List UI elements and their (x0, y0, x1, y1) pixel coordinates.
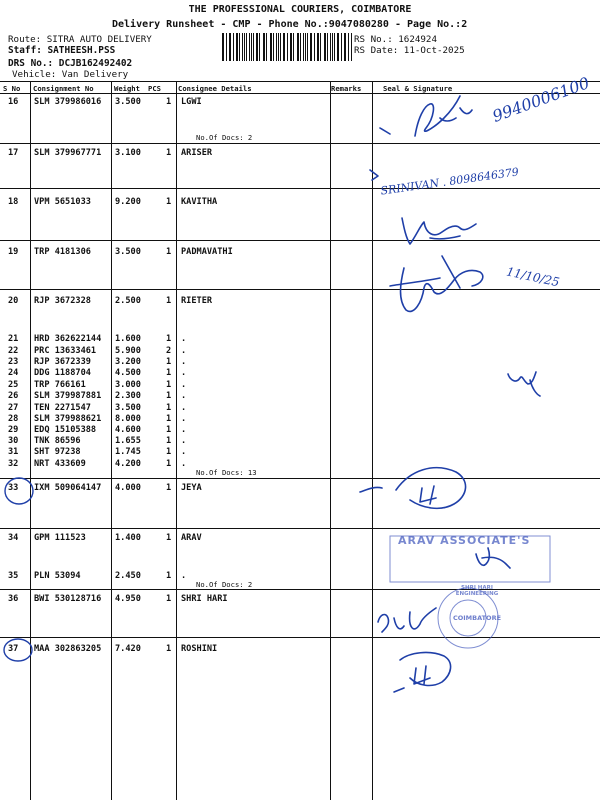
signature-row-36 (378, 608, 436, 632)
row-sno: 34 (8, 533, 19, 543)
row-consignee: . (181, 357, 187, 367)
stamp-arav-text: ARAV ASSOCIATE'S (398, 534, 531, 547)
col-divider-consignment (111, 82, 112, 800)
row-pcs: 2 (166, 346, 172, 356)
row-consignee: SHRI HARI (181, 594, 228, 604)
row-weight: 1.745 (115, 447, 141, 457)
barcode-bar (246, 33, 247, 61)
row-consignment-no: IXM 509064147 (34, 483, 102, 493)
signature-row-37 (394, 653, 451, 692)
row-sno: 23 (8, 357, 19, 367)
row-consignment-no: DDG 1188704 (34, 368, 91, 378)
row-consignment-no: MAA 302863205 (34, 644, 102, 654)
handwritten-phone-row-16: 9940006100 (489, 73, 592, 126)
row-consignment-no: BWI 530128716 (34, 594, 102, 604)
col-header-sno: S No (3, 84, 21, 93)
row-consignee: . (181, 447, 187, 457)
row-consignee: . (181, 334, 187, 344)
row-weight: 4.500 (115, 368, 141, 378)
row-sno: 22 (8, 346, 19, 356)
row-weight: 7.420 (115, 644, 141, 654)
row-consignee: . (181, 414, 187, 424)
page-subtitle: Delivery Runsheet - CMP - Phone No.:9047080280 - Page No.:2 (112, 19, 468, 30)
row-pcs: 1 (166, 483, 172, 493)
row-weight: 4.000 (115, 483, 141, 493)
row-weight: 1.600 (115, 334, 141, 344)
row-weight: 3.500 (115, 97, 141, 107)
row-sno: 20 (8, 296, 19, 306)
row-weight: 1.655 (115, 436, 141, 446)
col-divider-sno (30, 82, 31, 800)
signature-row-16 (380, 96, 472, 136)
signature-row-19 (390, 256, 483, 311)
doc-count-note: No.Of Docs: 13 (196, 468, 257, 477)
row-sno: 27 (8, 403, 19, 413)
row-sno: 29 (8, 425, 19, 435)
row-pcs: 1 (166, 594, 172, 604)
row-consignee: . (181, 403, 187, 413)
row-weight: 3.000 (115, 380, 141, 390)
col-header-consignee: Consignee Details (178, 84, 252, 93)
row-weight: 8.000 (115, 414, 141, 424)
row-consignee: LGWI (181, 97, 202, 107)
row-sno: 31 (8, 447, 19, 457)
row-pcs: 1 (166, 391, 172, 401)
row-consignee: RIETER (181, 296, 213, 306)
row-consignee: ARISER (181, 148, 213, 158)
row-sno: 26 (8, 391, 19, 401)
row-sno: 32 (8, 459, 19, 469)
row-consignee: PADMAVATHI (181, 247, 233, 257)
row-sno: 21 (8, 334, 19, 344)
row-pcs: 1 (166, 148, 172, 158)
row-pcs: 1 (166, 403, 172, 413)
row-consignment-no: SLM 379986016 (34, 97, 102, 107)
col-header-remarks: Remarks (331, 84, 362, 93)
row-weight: 2.450 (115, 571, 141, 581)
staff-label: Staff: SATHEESH.PSS (8, 45, 116, 56)
stamp-shri-hari-center: COIMBATORE (452, 614, 502, 622)
row-consignee: . (181, 571, 187, 581)
col-header-consignment: Consignment No (33, 84, 94, 93)
signature-row-33 (360, 468, 466, 509)
row-consignment-no: HRD 362622144 (34, 334, 102, 344)
row-consignee: JEYA (181, 483, 202, 493)
row-sno: 24 (8, 368, 19, 378)
row-sno: 19 (8, 247, 19, 257)
row-consignment-no: GPM 111523 (34, 533, 86, 543)
doc-count-note: No.Of Docs: 2 (196, 580, 253, 589)
header-top-rule (0, 81, 600, 82)
row-weight: 3.200 (115, 357, 141, 367)
handwritten-date-row-19: 11/10/25 (505, 264, 561, 290)
row-consignee: . (181, 380, 187, 390)
signature-row-34 (476, 548, 510, 568)
route-label: Route: SITRA AUTO DELIVERY (8, 34, 152, 45)
row-consignee: ARAV (181, 533, 202, 543)
row-consignment-no: TNK 86596 (34, 436, 81, 446)
row-consignment-no: SHT 97238 (34, 447, 81, 457)
row-weight: 2.500 (115, 296, 141, 306)
signature-row-18 (402, 218, 476, 244)
row-consignment-no: RJP 3672328 (34, 296, 91, 306)
row-consignment-no: SLM 379967771 (34, 148, 102, 158)
row-pcs: 1 (166, 368, 172, 378)
row-consignment-no: VPM 5651033 (34, 197, 91, 207)
row-weight: 2.300 (115, 391, 141, 401)
row-consignee: ROSHINI (181, 644, 218, 654)
barcode-bar (324, 33, 325, 61)
row-consignment-no: PRC 13633461 (34, 346, 97, 356)
row-consignment-no: RJP 3672339 (34, 357, 91, 367)
row-weight: 4.600 (115, 425, 141, 435)
page-title: THE PROFESSIONAL COURIERS, COIMBATORE (188, 4, 412, 15)
row-sno: 35 (8, 571, 19, 581)
barcode-bar (284, 33, 285, 61)
barcode-bar (266, 33, 267, 61)
vehicle-label: Vehicle: Van Delivery (12, 69, 129, 80)
row-weight: 3.500 (115, 403, 141, 413)
row-pcs: 1 (166, 197, 172, 207)
barcode-bar (344, 33, 345, 61)
handwritten-name-phone-row-17: SRINIVAN . 8098646379 (379, 165, 520, 198)
row-pcs: 1 (166, 644, 172, 654)
row-pcs: 1 (166, 425, 172, 435)
barcode-bar (305, 33, 306, 61)
barcode (222, 33, 352, 61)
row-consignee: . (181, 425, 187, 435)
row-sno: 36 (8, 594, 19, 604)
row-pcs: 1 (166, 357, 172, 367)
row-weight: 3.500 (115, 247, 141, 257)
rs-date: RS Date: 11-Oct-2025 (354, 45, 465, 56)
doc-count-note: No.Of Docs: 2 (196, 133, 253, 142)
row-consignee: KAVITHA (181, 197, 218, 207)
row-pcs: 1 (166, 97, 172, 107)
row-sno: 28 (8, 414, 19, 424)
row-consignee: . (181, 391, 187, 401)
row-consignment-no: TRP 766161 (34, 380, 86, 390)
row-pcs: 1 (166, 436, 172, 446)
row-sno: 16 (8, 97, 19, 107)
col-divider-consignee (330, 82, 331, 800)
row-consignment-no: SLM 379988621 (34, 414, 102, 424)
row-sno: 25 (8, 380, 19, 390)
stamp-shri-hari-text: SHRI HARI ENGINEERING (455, 585, 499, 597)
row-consignment-no: TEN 2271547 (34, 403, 91, 413)
row-weight: 3.100 (115, 148, 141, 158)
row-pcs: 1 (166, 334, 172, 344)
col-header-pcs: PCS (148, 84, 161, 93)
row-weight: 5.900 (115, 346, 141, 356)
barcode-bar (230, 33, 231, 61)
row-pcs: 1 (166, 296, 172, 306)
row-pcs: 1 (166, 247, 172, 257)
row-pcs: 1 (166, 414, 172, 424)
row-weight: 4.200 (115, 459, 141, 469)
row-consignment-no: EDQ 15105388 (34, 425, 97, 435)
row-consignee: . (181, 368, 187, 378)
drs-number: DRS No.: DCJB162492402 (8, 58, 133, 69)
row-consignee: . (181, 346, 187, 356)
signature-row-20-block (508, 372, 540, 396)
row-weight: 4.950 (115, 594, 141, 604)
row-sno: 18 (8, 197, 19, 207)
row-weight: 9.200 (115, 197, 141, 207)
col-header-weight: Weight (114, 84, 140, 93)
row-consignment-no: TRP 4181306 (34, 247, 91, 257)
row-pcs: 1 (166, 571, 172, 581)
col-divider-weight (176, 82, 177, 800)
row-consignee: . (181, 436, 187, 446)
col-header-seal: Seal & Signature (383, 84, 453, 93)
row-weight: 1.400 (115, 533, 141, 543)
row-sno: 33 (8, 483, 19, 493)
row-sno: 30 (8, 436, 19, 446)
signature-row-17 (370, 170, 378, 180)
row-consignment-no: PLN 53094 (34, 571, 81, 581)
row-consignment-no: NRT 433609 (34, 459, 86, 469)
row-pcs: 1 (166, 533, 172, 543)
row-sno: 37 (8, 644, 19, 654)
rs-number: RS No.: 1624924 (354, 34, 437, 45)
row-pcs: 1 (166, 380, 172, 390)
row-consignment-no: SLM 379987881 (34, 391, 102, 401)
row-pcs: 1 (166, 447, 172, 457)
row-sno: 17 (8, 148, 19, 158)
row-pcs: 1 (166, 459, 172, 469)
row-consignee: . (181, 459, 187, 469)
